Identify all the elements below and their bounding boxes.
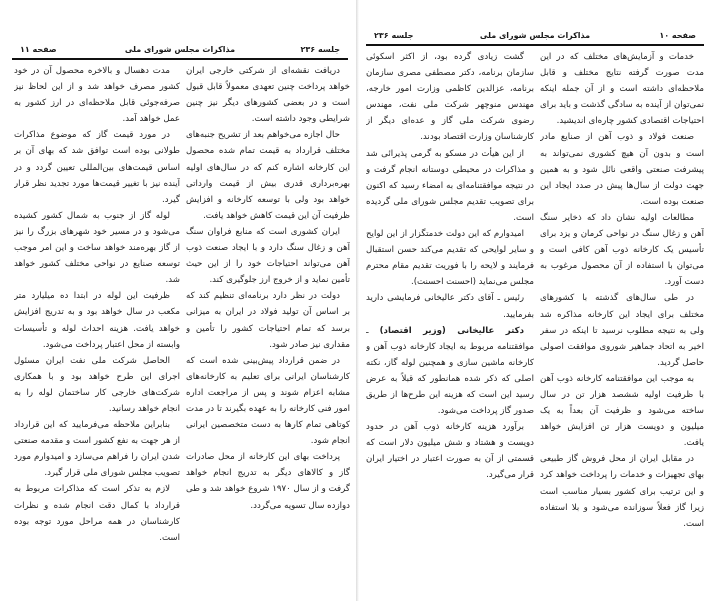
paragraph: به موجب این موافقتنامه کارخانه ذوب آهن با ظرفیت اولیه ششصد هزار تن در سال ساخته می‌شود و ظرفیت آن بعداً به یک میلیون و دویست هزار تن افزایش خواهد یافت. — [540, 373, 704, 449]
paragraph: ظرفیت این لوله در ابتدا ده میلیارد متر مکعب در سال خواهد بود و به تدریج افزایش خواهد یافت. هزینه احداث لوله و تأسیسات وابسته از محل اعتبار پرداخت می‌شود. — [14, 291, 180, 350]
paragraph: لازم به تذکر است که مذاکرات مربوط به قرارداد با کمال دقت انجام شده و نظرات کارشناسان در همه مراحل مورد توجه بوده است. — [14, 484, 180, 543]
text-column-left — [14, 63, 180, 593]
speech-text: ـ موافقتنامه مربوط به ایجاد کارخانه ذوب آهن و کارخانه ماشین سازی و همچنین لوله گاز، نکته اصلی که ذکر شده همانطور که قبلاً به عرض رسید این است که هزینه این طرح‌ها از طریق صدور گاز پرداخت می‌شود. — [366, 325, 534, 417]
page-header — [366, 30, 704, 46]
paragraph — [366, 323, 534, 420]
text-column-left — [366, 49, 534, 595]
paragraph: دریافت نقشه‌ای از شرکتی خارجی ایران خواهد پرداخت چنین تعهدی معمولاً قابل قبول است و در بعضی کشورهای دیگر نیز چنین شرایطی وجود داشته است. — [186, 66, 350, 125]
paragraph: گشت زیادی گرده بود، از اکثر اسکوئی سازمان برنامه، دکتر مصطفی مصری سازمان برنامه، عزالدین کاظمی وزارت امور خارجه، مهندس منوچهر شرکت ملی نفت، مهندس رضوی شرکت ملی گاز و عده‌ای دیگر از کارشناسان وزارت اقتصاد بودند. — [366, 52, 534, 143]
page-header — [12, 44, 348, 60]
text-column-right — [186, 63, 350, 593]
paragraph: ایران کشوری است که منابع فراوان سنگ آهن و زغال سنگ دارد و با ایجاد صنعت ذوب آهن می‌تواند احتیاجات خود را از این حیث تأمین نماید و از خروج ارز جلوگیری کند. — [186, 226, 350, 286]
paragraph: پرداخت بهای این کارخانه از محل صادرات گاز و کالاهای دیگر به تدریج انجام خواهد گرفت و از سال ۱۹۷۰ شروع خواهد شد و طی دوازده سال تسویه می‌گردد. — [186, 452, 350, 511]
session-number: جلسه ۲۳۶ — [374, 31, 414, 40]
paragraph: صنعت فولاد و ذوب آهن از صنایع مادر است و بدون آن هیچ کشوری نمی‌تواند به پیشرفت صنعتی واقعی نائل شود و به همین جهت دولت از سال‌ها پیش در صدد ایجاد این صنعت بوده است. — [540, 132, 704, 207]
right-page — [358, 0, 716, 601]
paragraph: دولت در نظر دارد برنامه‌ای تنظیم کند که بر اساس آن تولید فولاد در ایران به میزانی برسد که تمام احتیاجات کشور را تأمین و مقداری نیز صادر شود. — [186, 291, 350, 350]
paragraph: در ضمن قرارداد پیش‌بینی شده است که کارشناسان ایرانی برای تعلیم به کارخانه‌های مشابه اعزام شوند و پس از مراجعت اداره امور فنی کارخانه را به عهده بگیرند تا در مدت کوتاهی تمام کارها به دست متخصصین ایرانی انجام شود. — [186, 355, 350, 447]
paragraph: مطالعات اولیه نشان داد که ذخایر سنگ آهن و زغال سنگ در نواحی کرمان و یزد برای تأسیس یک کارخانه ذوب آهن کافی است و می‌توان با استفاده از آن محصول مرغوب به دست آورد. — [540, 212, 704, 288]
paragraph: الحاصل شرکت ملی نفت ایران مسئول اجرای این طرح خواهد بود و با همکاری شرکت‌های خارجی کار ساختمان لوله را به انجام خواهد رسانید. — [14, 355, 180, 414]
speaker-name: دکتر عالیخانی (وزیر اقتصاد) — [379, 325, 524, 336]
paragraph: رئیس ـ آقای دکتر عالیخانی فرمایشی دارید بفرمایید. — [366, 293, 534, 320]
text-column-right — [540, 49, 704, 595]
paragraph: بنابراین ملاحظه می‌فرمایید که این قرارداد از هر جهت به نفع کشور است و مقدمه صنعتی شدن ایران را فراهم می‌سازد و امیدوارم مورد تصویب مجلس شورای ملی قرار گیرد. — [14, 420, 180, 479]
page-number: صفحه ۱۰ — [659, 31, 696, 40]
paragraph: خدمات و آزمایش‌های مختلف که در این مدت صورت گرفته نتایج مختلف و قابل ملاحظه‌ای داشته است و از آن جمله اینکه نمی‌توان از آینده به سادگی گذشت و باید برای احتیاجات اقتصادی کشور چاره‌ای اندیشید. — [540, 52, 704, 127]
paragraph: مدت دهسال و بالاخره محصول آن در خود کشور مصرف خواهد شد و از این لحاظ نیز صرفه‌جوئی قابل ملاحظه‌ای در ارز کشور به عمل خواهد آمد. — [14, 66, 180, 125]
paragraph: در طی سال‌های گذشته با کشورهای مختلف برای ایجاد این کارخانه مذاکره شد ولی به نتیجه مطلوب نرسید تا اینکه در سفر اخیر به اتحاد جماهیر شوروی موافقت اصولی حاصل گردید. — [540, 293, 704, 368]
paragraph: برآورد هزینه کارخانه ذوب آهن در حدود دویست و هشتاد و شش میلیون دلار است که قسمتی از آن به صورت اعتبار در اختیار ایران قرار می‌گیرد. — [366, 422, 534, 481]
paragraph: در مورد قیمت گاز که موضوع مذاکرات طولانی بوده است توافق شد که بهای آن بر اساس قیمت‌های بین‌المللی تعیین گردد و در آینده نیز با تغییر قیمت‌ها مورد تجدید نظر قرار گیرد. — [14, 130, 180, 205]
session-number: جلسه ۲۳۶ — [300, 45, 340, 54]
running-title: مذاکرات مجلس شورای ملی — [124, 45, 236, 54]
running-title: مذاکرات مجلس شورای ملی — [479, 31, 591, 40]
paragraph: امیدوارم که این دولت خدمتگزار از این لوایح و سایر لوایحی که تقدیم می‌کند حسن استقبال فرمایند و لایحه را با فوریت تقدیم مقام محترم مجلس می‌نماید (احسنت احسنت). — [366, 229, 534, 288]
paragraph: از این هیأت در مسکو به گرمی پذیرائی شد و مذاکرات در محیطی دوستانه انجام گرفت و در نتیجه موافقتنامه‌ای به امضاء رسید که اکنون برای تصویب تقدیم مجلس شورای ملی گردیده است. — [366, 148, 534, 223]
paragraph: حال اجازه می‌خواهم بعد از تشریح جنبه‌های مختلف قرارداد به قیمت تمام شده محصول این کارخانه اشاره کنم که در سال‌های اولیه بهره‌برداری قدری بیش از قیمت وارداتی خواهد بود ولی با توسعه کارخانه و افزایش ظرفیت آن این قیمت کاهش خواهد یافت. — [186, 130, 350, 221]
page-number: صفحه ۱۱ — [20, 45, 57, 54]
paragraph: در مقابل ایران از محل فروش گاز طبیعی بهای تجهیزات و خدمات را پرداخت خواهد کرد و این ترتیب برای کشور بسیار مناسب است زیرا گاز فعلاً سوزانده می‌شود و بلا استفاده است. — [540, 454, 704, 529]
paragraph: لوله گاز از جنوب به شمال کشور کشیده می‌شود و در مسیر خود شهرهای بزرگ را نیز از گاز بهره‌مند خواهد ساخت و این امر موجب توسعه صنایع در نواحی مختلف کشور خواهد شد. — [14, 210, 180, 286]
